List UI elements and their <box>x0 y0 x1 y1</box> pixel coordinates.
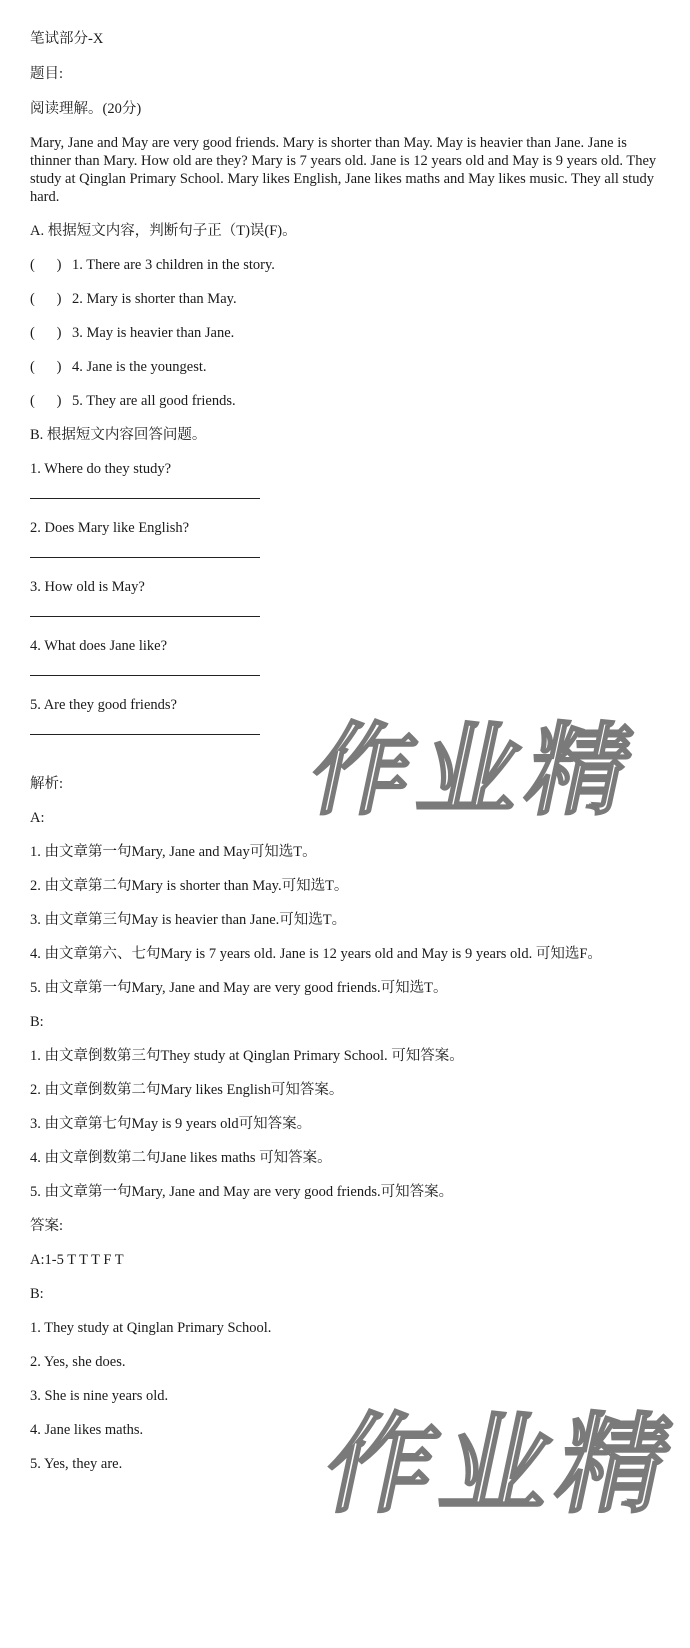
analysis-item: 5. 由文章第一句Mary, Jane and May are very good friends.可知答案。 <box>30 1184 454 1200</box>
part-b-heading: B. 根据短文内容回答问题。 <box>30 427 207 443</box>
answers-a-line: A:1-5 T T T F T <box>30 1252 124 1268</box>
answer-item: 3. She is nine years old. <box>30 1388 169 1404</box>
analysis-item: 1. 由文章倒数第三句They study at Qinglan Primary School. 可知答案。 <box>30 1048 464 1064</box>
answer-item: 5. Yes, they are. <box>30 1456 123 1472</box>
answer-paren[interactable]: ( ) <box>30 325 62 341</box>
analysis-item: 5. 由文章第一句Mary, Jane and May are very good friends.可知选T。 <box>30 980 448 996</box>
analysis-item: 3. 由文章第七句May is 9 years old可知答案。 <box>30 1116 312 1132</box>
answer-blank[interactable] <box>30 655 260 676</box>
analysis-item: 4. 由文章第六、七句Mary is 7 years old. Jane is 12 years old and May is 9 years old. 可知选F。 <box>30 946 602 962</box>
part-a-list <box>30 256 660 410</box>
document-page <box>30 30 660 1489</box>
watermark: 作业精 <box>300 712 650 829</box>
judge-item: ( ) 1. There are 3 children in the story. <box>30 257 275 273</box>
answer-paren[interactable]: ( ) <box>30 291 62 307</box>
question-item: 2. Does Mary like English? <box>30 520 190 536</box>
answer-item: 2. Yes, she does. <box>30 1354 126 1370</box>
analysis-heading: 解析: <box>30 776 64 792</box>
question-item: 5. Are they good friends? <box>30 697 177 713</box>
part-b-list <box>30 460 660 735</box>
answers-heading: 答案: <box>30 1218 64 1234</box>
analysis-a-label: A: <box>30 810 45 826</box>
judge-item: ( ) 4. Jane is the youngest. <box>30 359 207 375</box>
answer-item: 4. Jane likes maths. <box>30 1422 144 1438</box>
judge-item: ( ) 5. They are all good friends. <box>30 393 236 409</box>
analysis-item: 2. 由文章倒数第二句Mary likes English可知答案。 <box>30 1082 344 1098</box>
judge-item: ( ) 3. May is heavier than Jane. <box>30 325 235 341</box>
answer-blank[interactable] <box>30 714 260 735</box>
answer-blank[interactable] <box>30 596 260 617</box>
answer-paren[interactable]: ( ) <box>30 257 62 273</box>
analysis-b-label: B: <box>30 1014 44 1030</box>
answer-blank[interactable] <box>30 478 260 499</box>
judge-item: ( ) 2. Mary is shorter than May. <box>30 291 237 307</box>
answers-b-label: B: <box>30 1286 44 1302</box>
answer-paren[interactable]: ( ) <box>30 359 62 375</box>
analysis-item: 2. 由文章第二句Mary is shorter than May.可知选T。 <box>30 878 349 894</box>
answer-paren[interactable]: ( ) <box>30 393 62 409</box>
analysis-item: 4. 由文章倒数第二句Jane likes maths 可知答案。 <box>30 1150 332 1166</box>
analysis-item: 1. 由文章第一句Mary, Jane and May可知选T。 <box>30 844 317 860</box>
answer-item: 1. They study at Qinglan Primary School. <box>30 1320 272 1336</box>
answer-blank[interactable] <box>30 537 260 558</box>
reading-passage: Mary, Jane and May are very good friends. Mary is shorter than May. May is heavier than Jane. Jane is thinner than Mary. How old are they? Mary is 7 years old. Jane is 12 years old and May is 9 years old. They study at Qinglan Primary School. Mary likes English, Jane likes maths and May likes music. They all study hard. <box>30 135 657 205</box>
watermark: 作业精 <box>314 1403 690 1528</box>
question-item: 3. How old is May? <box>30 579 145 595</box>
reading-heading: 阅读理解。(20分) <box>30 101 142 117</box>
part-a-heading: A. 根据短文内容，判断句子正（T)误(F)。 <box>30 223 297 239</box>
analysis-item: 3. 由文章第三句May is heavier than Jane.可知选T。 <box>30 912 347 928</box>
doc-title: 笔试部分-X <box>30 31 104 47</box>
question-label: 题目: <box>30 66 64 82</box>
question-item: 1. Where do they study? <box>30 461 172 477</box>
question-item: 4. What does Jane like? <box>30 638 168 654</box>
